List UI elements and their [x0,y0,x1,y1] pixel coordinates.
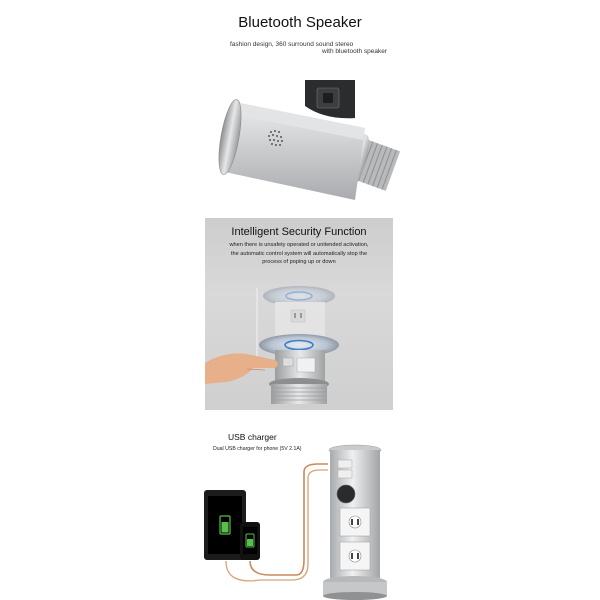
phone-device [240,522,260,560]
ghost-raised-unit [263,286,335,342]
usb-port-2 [338,470,352,478]
security-description-line3: process of poping up or down [262,259,336,265]
usb-charger-illustration [200,440,400,600]
security-description [205,241,393,267]
control-panel-closeup [305,80,355,118]
bluetooth-speaker-illustration [205,80,405,210]
usb-port-1 [338,460,352,468]
bluetooth-section-title: Bluetooth Speaker [238,14,362,31]
usb-cable-1 [250,464,328,575]
bluetooth-speaker-grille [337,485,355,503]
security-section-title: Intelligent Security Function [231,226,367,238]
tablet-device [204,490,246,560]
security-description-line1: when there is unsafety operated or unitended activation, [229,242,369,248]
usb-section-subtitle: Dual USB charger for phone (5V 2.1A) [213,446,302,452]
bluetooth-description-line1: fashion design, 360 surround sound stereo [230,41,354,48]
bluetooth-description-line2: with bluetooth speaker [322,48,388,55]
security-description-line2: the automatic control system will automatically stop the [230,250,368,257]
hand-illustration [205,353,278,384]
socket-tower [323,445,387,600]
usb-section-title: USB charger [228,432,277,442]
